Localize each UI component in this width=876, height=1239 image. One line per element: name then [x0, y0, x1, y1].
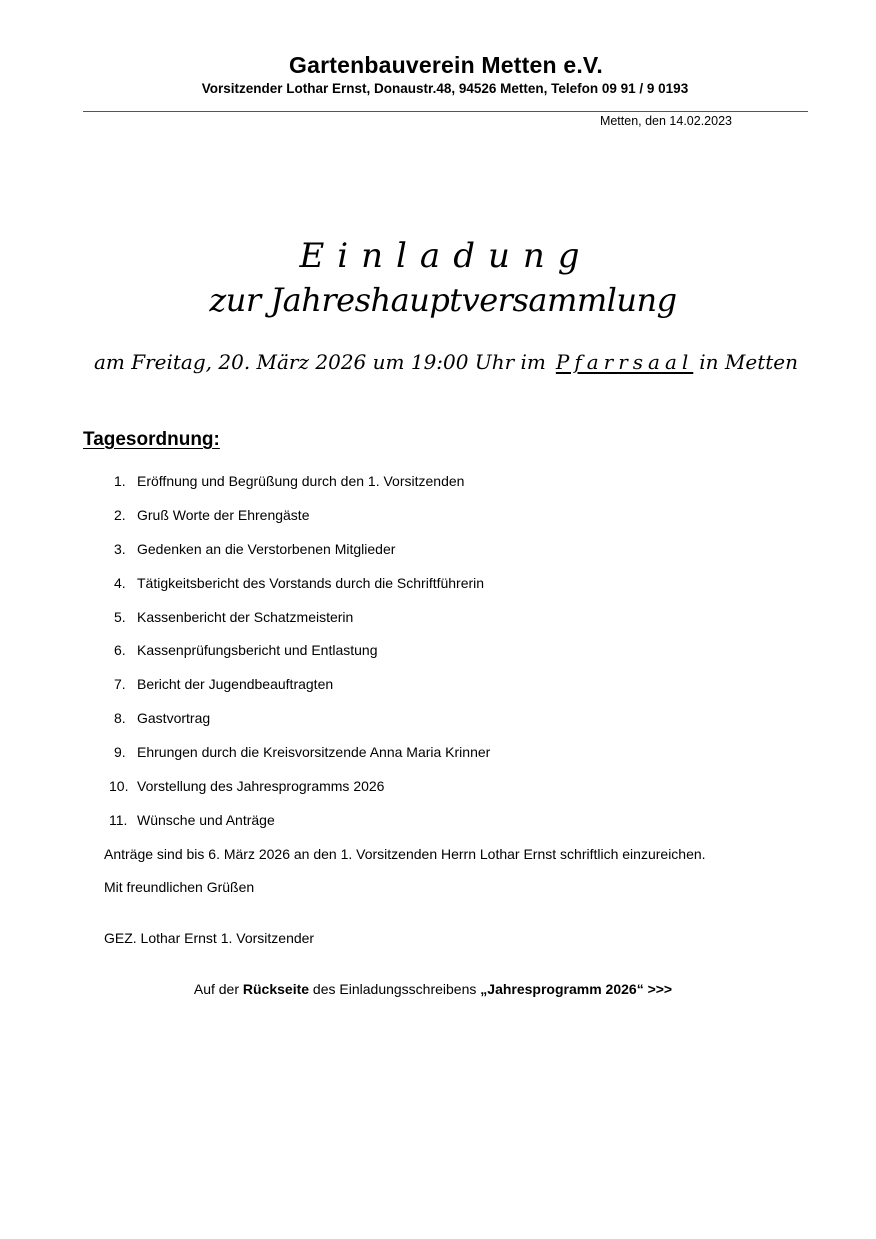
agenda-item-number: 1.: [114, 473, 126, 489]
agenda-item-number: 9.: [114, 744, 126, 761]
agenda-item: [96, 742, 490, 776]
agenda-item-text: Kassenprüfungsbericht und Entlastung: [137, 642, 378, 659]
greeting: Mit freundlichen Grüßen: [104, 879, 255, 895]
agenda-item-text: Eröffnung und Begrüßung durch den 1. Vorsitzenden: [137, 473, 465, 489]
agenda-item: [96, 539, 490, 573]
agenda-item-text: Kassenbericht der Schatzmeisterin: [137, 608, 354, 625]
agenda-heading: Tagesordnung:: [83, 429, 220, 450]
agenda-item-number: 8.: [114, 710, 126, 727]
agenda-item: [96, 505, 490, 539]
meeting-town: in Metten: [699, 350, 799, 374]
agenda-item: [96, 776, 490, 810]
agenda-item: [96, 607, 490, 641]
backside-prefix: Auf der: [193, 981, 243, 997]
agenda-item: [96, 471, 490, 505]
place-date: Metten, den 14.02.2023: [599, 114, 732, 128]
agenda-item: [96, 573, 490, 607]
header-divider: [83, 111, 808, 112]
agenda-item-number: 7.: [114, 676, 126, 693]
agenda-item: [96, 674, 490, 708]
org-address: Vorsitzender Lothar Ernst, Donaustr.48, 94526 Metten, Telefon 09 91 / 9 0193: [201, 81, 689, 96]
agenda-item-text: Bericht der Jugendbeauftragten: [137, 676, 334, 693]
agenda-item-text: Gedenken an die Verstorbenen Mitglieder: [137, 540, 396, 557]
agenda-item: [96, 640, 490, 674]
agenda-item-number: 4.: [114, 574, 126, 591]
agenda-item: [96, 708, 490, 742]
backside-program-title: „Jahresprogramm 2026“ >>>: [480, 981, 673, 997]
agenda-item-number: 6.: [114, 642, 126, 659]
agenda-item-text: Gruß Worte der Ehrengäste: [137, 506, 310, 523]
agenda-item-number: 2.: [114, 506, 126, 523]
agenda-item-text: Gastvortrag: [137, 710, 211, 727]
agenda-item: [96, 810, 490, 844]
agenda-item-text: Tätigkeitsbericht des Vorstands durch die Schriftführerin: [137, 574, 485, 591]
signature: GEZ. Lothar Ernst 1. Vorsitzender: [104, 930, 315, 946]
agenda-list: [96, 471, 490, 844]
org-name: Gartenbauverein Metten e.V.: [289, 52, 603, 78]
agenda-item-text: Wünsche und Anträge: [137, 811, 275, 828]
meeting-date-line: [0, 350, 876, 374]
agenda-item-text: Vorstellung des Jahresprogramms 2026: [137, 778, 385, 795]
backside-middle: des Einladungsschreibens: [309, 981, 481, 997]
agenda-item-number: 10.: [109, 778, 129, 795]
submission-note: Anträge sind bis 6. März 2026 an den 1. Vorsitzenden Herrn Lothar Ernst schriftlich einzureichen.: [104, 846, 706, 862]
backside-notice: [0, 979, 866, 999]
agenda-item-number: 5.: [114, 608, 126, 625]
agenda-item-number: 11.: [109, 811, 128, 828]
agenda-item-number: 3.: [114, 540, 126, 557]
invitation-subtitle: zur Jahreshauptversammlung: [209, 281, 677, 319]
invitation-title: Einladung: [299, 236, 593, 276]
meeting-venue: Pfarrsaal: [555, 350, 694, 374]
agenda-item-text: Ehrungen durch die Kreisvorsitzende Anna Maria Krinner: [137, 744, 491, 761]
meeting-date-text: am Freitag, 20. März 2026 um 19:00 Uhr im: [93, 350, 546, 374]
backside-bold-word: Rückseite: [242, 981, 310, 997]
